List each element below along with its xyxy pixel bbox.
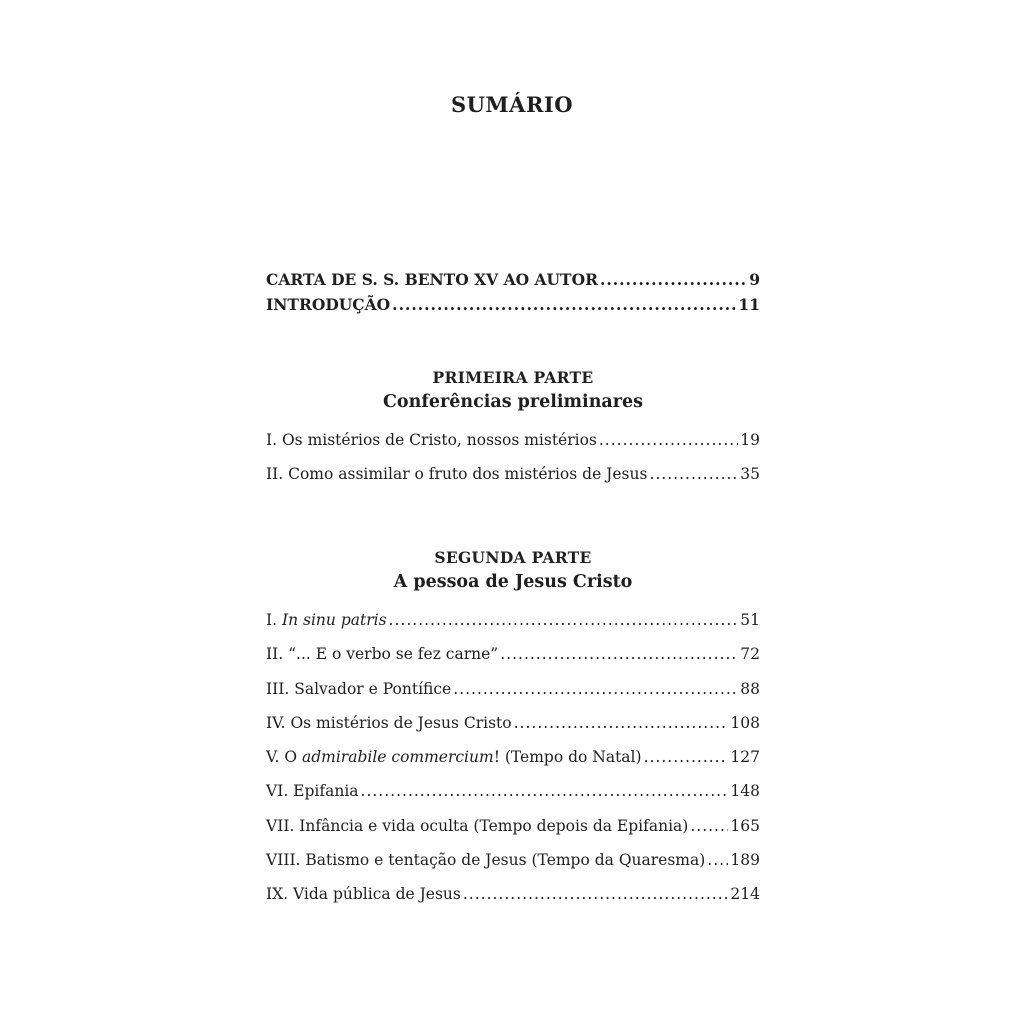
dot-leader (644, 748, 729, 766)
chapter-number: V. O (266, 748, 302, 767)
dot-leader (453, 680, 738, 698)
toc-entry-introducao (266, 295, 760, 320)
toc-entry (266, 782, 760, 816)
toc-page-number: 189 (730, 851, 760, 870)
toc-page-number: 19 (740, 431, 760, 449)
toc-entry-carta (266, 270, 760, 295)
page-title: SUMÁRIO (450, 92, 574, 117)
toc-entry-label: III. Salvador e Pontífice (266, 679, 452, 698)
toc-entry (266, 748, 760, 782)
chapter-suffix: ! (Tempo do Natal) (493, 748, 642, 767)
part-heading-segunda (266, 548, 760, 592)
toc-entry (266, 611, 760, 645)
toc-entry (266, 465, 760, 499)
dot-leader (514, 714, 729, 732)
part-number: PRIMEIRA PARTE (432, 368, 594, 387)
toc-entry-label: II. Como assimilar o fruto dos mistérios de Jesus (266, 465, 648, 484)
dot-leader (649, 465, 738, 483)
toc-entry-label: IX. Vida pública de Jesus (266, 885, 461, 904)
part-number: SEGUNDA PARTE (434, 548, 592, 567)
toc-page-number: 108 (730, 713, 760, 732)
toc-entry-label: VIII. Batismo e tentação de Jesus (Tempo da Quaresma) (266, 851, 706, 870)
toc-entry-label: II. “... E o verbo se fez carne” (266, 645, 499, 664)
front-matter-list (266, 270, 760, 320)
toc-entry (266, 431, 760, 465)
toc-page-number: 11 (738, 295, 760, 314)
toc-entry-label (266, 611, 387, 629)
toc-page-number: 214 (730, 885, 760, 904)
toc-page-number: 72 (740, 645, 760, 664)
toc-entry-label: VI. Epifania (266, 782, 359, 801)
dot-leader (600, 270, 747, 289)
chapter-number: I. (266, 611, 282, 629)
dot-leader (500, 645, 738, 663)
toc-entry (266, 714, 760, 748)
dot-leader (389, 611, 739, 629)
toc-page-number: 9 (749, 270, 760, 289)
toc-entry (266, 885, 760, 919)
toc-page-number: 51 (740, 611, 760, 629)
part-subtitle: A pessoa de Jesus Cristo (393, 572, 633, 592)
toc-entry-label: CARTA DE S. S. BENTO XV AO AUTOR (266, 270, 598, 289)
toc-page-number: 35 (740, 465, 760, 484)
dot-leader (599, 431, 738, 449)
toc-page-number: 127 (730, 748, 760, 767)
dot-leader (690, 817, 728, 835)
dot-leader (361, 782, 729, 800)
dot-leader (707, 851, 728, 869)
toc-entry-label: I. Os mistérios de Cristo, nossos mistérios (266, 431, 597, 449)
toc-entry-label: INTRODUÇÃO (266, 295, 391, 314)
latin-title: admirabile commercium (301, 748, 494, 767)
toc-page-number: 88 (740, 679, 760, 698)
toc-page-number: 165 (730, 816, 760, 835)
toc-entry (266, 645, 760, 679)
dot-leader (392, 295, 736, 314)
dot-leader (463, 885, 729, 903)
toc-entry-label: IV. Os mistérios de Jesus Cristo (266, 713, 512, 732)
toc-entry (266, 680, 760, 714)
toc-entry-label (266, 748, 642, 766)
part-one-entries (266, 431, 760, 500)
part-subtitle: Conferências preliminares (383, 392, 643, 412)
part-heading-primeira (266, 368, 760, 412)
toc-entry (266, 817, 760, 851)
latin-title: In sinu patris (281, 611, 387, 629)
part-two-entries (266, 611, 760, 920)
toc-entry (266, 851, 760, 885)
toc-entry-label: VII. Infância e vida oculta (Tempo depois da Epifania) (266, 816, 689, 835)
toc-page-number: 148 (730, 782, 760, 801)
